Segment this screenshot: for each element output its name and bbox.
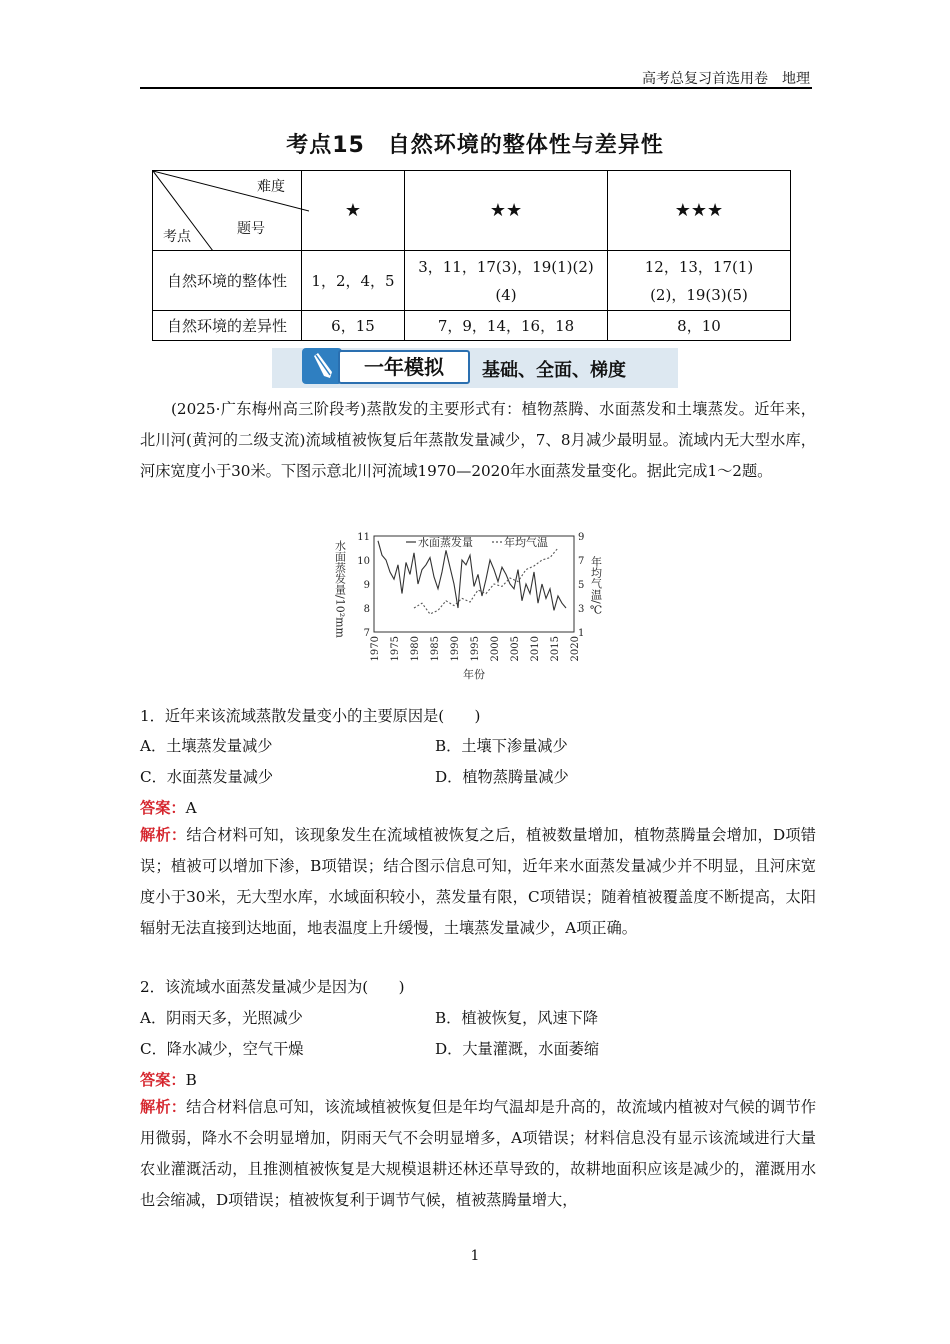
x-tick-label: 1975 xyxy=(390,636,401,662)
level-1-header: ★ xyxy=(302,171,405,251)
q2-option-d: D．大量灌溉，水面萎缩 xyxy=(435,1040,600,1058)
table-cell: 7，9，14，16，18 xyxy=(405,311,608,341)
q2-option-a: A．阴雨天多，光照减少 xyxy=(140,1009,303,1027)
corner-difficulty-label: 难度 xyxy=(257,179,285,195)
q1-option-a: A．土壤蒸发量减少 xyxy=(140,737,273,755)
analysis-text: 结合材料信息可知，该流域植被恢复但是年均气温却是升高的，故流域内植被对气候的调节作用微弱，降水不会明显增加，阴雨天气不会明显增多，A项错误；材料信息没有显示该流域进行大量农业灌溉活动，且推测植被恢复是大规模退耕还林还草导致的，故耕地面积应该是减少的，灌溉用水也会缩减，D项错误；植被恢复利于调节气候，植被蒸腾量增大， xyxy=(140,1098,817,1209)
y-left-tick-label: 11 xyxy=(357,532,370,543)
header-rule xyxy=(140,87,812,89)
answer-value: A xyxy=(185,799,197,817)
cell-line: (2)，19(3)(5) xyxy=(650,285,748,304)
section-banner xyxy=(272,348,678,388)
y-right-tick-label: 9 xyxy=(578,532,585,543)
answer-value: B xyxy=(185,1071,197,1089)
x-tick-label: 2000 xyxy=(490,636,501,662)
y-left-tick-label: 10 xyxy=(357,556,370,567)
y-left-tick-label: 8 xyxy=(363,604,370,615)
difficulty-table xyxy=(152,170,791,341)
intro-paragraph: (2025·广东梅州高三阶段考)蒸散发的主要形式有：植物蒸腾、水面蒸发和土壤蒸发。近年来，北川河(黄河的二级支流)流域植被恢复后年蒸散发量减少，7、8月减少最明显。流域内无大型水库，河床宽度小于30米。下图示意北川河流域1970—2020年水面蒸发量变化。据此完成1～2题。 xyxy=(140,400,816,480)
corner-question-label: 题号 xyxy=(237,221,265,237)
answer-label: 答案： xyxy=(140,799,186,817)
x-tick-label: 2020 xyxy=(570,636,581,662)
q1-option-b: B．土壤下渗量减少 xyxy=(435,737,568,755)
x-tick-label: 2010 xyxy=(530,636,541,662)
running-header: 高考总复习首选用卷 地理 xyxy=(642,71,810,87)
y-right-tick-label: 3 xyxy=(578,604,585,615)
banner-label: 一年模拟 xyxy=(338,350,470,384)
q2-option-b: B．植被恢复，风速下降 xyxy=(435,1009,599,1027)
q2-analysis xyxy=(140,1092,816,1216)
q1-analysis xyxy=(140,820,816,944)
level-3-header: ★★★ xyxy=(608,171,791,251)
q2-option-c: C．降水减少，空气干燥 xyxy=(140,1040,304,1058)
evaporation-chart xyxy=(330,528,620,682)
corner-topic-label: 考点 xyxy=(163,229,191,245)
x-tick-label: 1985 xyxy=(430,636,441,662)
cell-line: 12，13，17(1) xyxy=(644,257,754,276)
y-right-tick-label: 5 xyxy=(578,580,585,591)
q1-option-c: C．水面蒸发量减少 xyxy=(140,768,274,786)
q1-stem: 1．近年来该流域蒸散发量变小的主要原因是( ) xyxy=(140,707,481,725)
answer-label: 答案： xyxy=(140,1071,186,1089)
q2-stem: 2．该流域水面蒸发量减少是因为( ) xyxy=(140,978,405,996)
level-2-header: ★★ xyxy=(405,171,608,251)
q1-option-d: D．植物蒸腾量减少 xyxy=(435,768,569,786)
cell-line: (4) xyxy=(495,285,517,304)
legend-label-temperature: 年均气温 xyxy=(504,536,548,549)
legend-label-evaporation: 水面蒸发量 xyxy=(418,536,473,549)
analysis-label: 解析： xyxy=(140,1098,187,1116)
table-cell: 1，2，4，5 xyxy=(302,251,405,311)
topic-cell: 自然环境的差异性 xyxy=(153,311,302,341)
cell-line: 3，11，17(3)，19(1)(2) xyxy=(418,257,594,276)
analysis-label: 解析： xyxy=(140,826,187,844)
q1-answer xyxy=(140,797,197,818)
x-tick-label: 1995 xyxy=(470,636,481,662)
table-cell xyxy=(608,251,791,311)
y-right-axis-label: 年均气温/℃ xyxy=(589,556,603,617)
x-tick-label: 1980 xyxy=(410,636,421,662)
x-axis-label: 年份 xyxy=(463,668,485,681)
x-tick-label: 1990 xyxy=(450,636,461,662)
table-corner-cell xyxy=(153,171,302,251)
table-cell: 6，15 xyxy=(302,311,405,341)
y-right-tick-label: 7 xyxy=(578,556,585,567)
page-title: 考点15 自然环境的整体性与差异性 xyxy=(286,133,664,158)
x-tick-label: 2005 xyxy=(510,636,521,662)
series-line-evaporation xyxy=(378,541,566,611)
table-cell: 8，10 xyxy=(608,311,791,341)
page-number: 1 xyxy=(470,1248,480,1264)
table-cell xyxy=(405,251,608,311)
y-left-tick-label: 7 xyxy=(363,628,370,639)
y-left-tick-label: 9 xyxy=(363,580,370,591)
pencil-icon xyxy=(302,348,342,384)
banner-subtitle: 基础、全面、梯度 xyxy=(482,360,626,381)
analysis-text: 结合材料可知，该现象发生在流域植被恢复之后，植被数量增加，植物蒸腾量会增加，D项错误；植被可以增加下渗，B项错误；结合图示信息可知，近年来水面蒸发量减少并不明显，且河床宽度小于30米，无大型水库，水域面积较小，蒸发量有限，C项错误；随着植被覆盖度不断提高，太阳辐射无法直接到达地面，地表温度上升缓慢，土壤蒸发量减少，A项正确。 xyxy=(140,826,816,937)
q2-answer xyxy=(140,1069,197,1090)
x-tick-label: 1970 xyxy=(370,636,381,662)
topic-cell: 自然环境的整体性 xyxy=(153,251,302,311)
y-right-tick-label: 1 xyxy=(578,628,585,639)
x-tick-label: 2015 xyxy=(550,636,561,662)
y-left-axis-label: 水面蒸发量/10²mm xyxy=(333,540,347,638)
